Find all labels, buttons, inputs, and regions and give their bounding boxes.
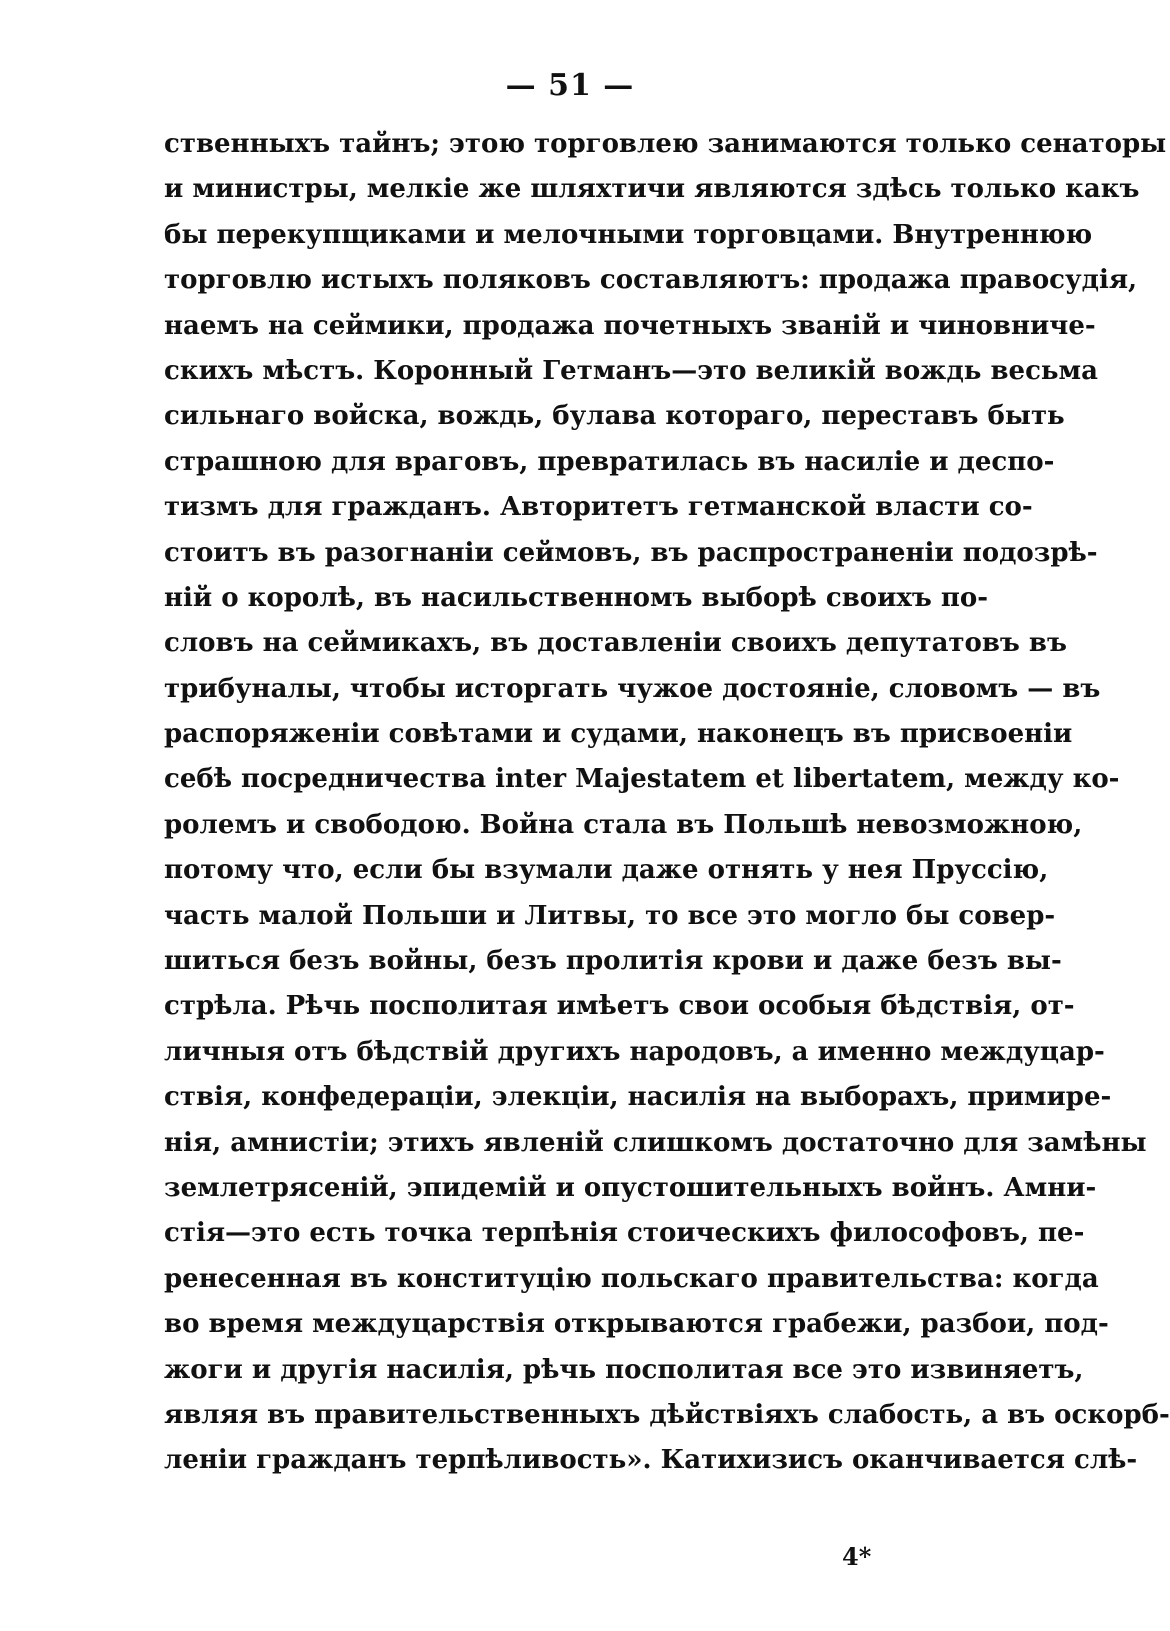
text-line: потому что, если бы взумали даже отнять у нея Пруссію,	[164, 855, 1049, 886]
text-line: личныя отъ бѣдствій другихъ народовъ, а именно междуцар-	[164, 1036, 1105, 1067]
text-line: торговлю истыхъ поляковъ составляютъ: продажа правосудія,	[164, 265, 1138, 296]
text-line: часть малой Польши и Литвы, то все это могло бы совер-	[164, 900, 1056, 931]
text-line: ренесенная въ конституцію польскаго правительства: когда	[164, 1263, 1099, 1294]
text-line: стія—это есть точка терпѣнія стоическихъ философовъ, пе-	[164, 1218, 1085, 1249]
text-line: ролемъ и свободою. Война стала въ Польшѣ невозможною,	[164, 809, 1083, 840]
text-line: жоги и другія насилія, рѣчь посполитая все это извиняетъ,	[164, 1354, 1084, 1385]
text-line: являя въ правительственныхъ дѣйствіяхъ слабость, а въ оскорб-	[164, 1399, 1170, 1430]
body-text	[164, 122, 1170, 1484]
page-number: — 51 —	[505, 68, 635, 103]
text-line: сильнаго войска, вождь, булава котораго, переставъ быть	[164, 401, 1065, 432]
text-line: шиться безъ войны, безъ пролитія крови и даже безъ вы-	[164, 946, 1062, 977]
text-line: ній о королѣ, въ насильственномъ выборѣ своихъ по-	[164, 582, 989, 613]
text-line: трибуналы, чтобы исторгать чужое достояніе, словомъ — въ	[164, 673, 1101, 704]
text-line: себѣ посредничества inter Majestatem et libertatem, между ко-	[164, 764, 1120, 795]
text-line: нія, амнистіи; этихъ явленій слишкомъ достаточно для замѣны	[164, 1127, 1147, 1158]
text-line: распоряженіи совѣтами и судами, наконецъ въ присвоеніи	[164, 719, 1073, 750]
text-line: землетрясеній, эпидемій и опустошительныхъ войнъ. Амни-	[164, 1172, 1097, 1203]
text-line: бы перекупщиками и мелочными торговцами. Внутреннюю	[164, 219, 1093, 250]
text-line: стоитъ въ разогнаніи сеймовъ, въ распространеніи подозрѣ-	[164, 537, 1098, 568]
text-line: ствія, конфедераціи, элекціи, насилія на выборахъ, примире-	[164, 1082, 1112, 1113]
text-line: страшною для враговъ, превратилась въ насиліе и деспо-	[164, 446, 1055, 477]
text-line: наемъ на сеймики, продажа почетныхъ званій и чиновниче-	[164, 310, 1096, 341]
text-line: ственныхъ тайнъ; этою торговлею занимаются только сенаторы	[164, 129, 1167, 159]
text-line: во время междуцарствія открываются грабежи, разбои, под-	[164, 1309, 1109, 1340]
signature-mark: 4*	[842, 1542, 872, 1571]
text-line: словъ на сеймикахъ, въ доставленіи своихъ депутатовъ въ	[164, 628, 1067, 659]
text-line: леніи гражданъ терпѣливость». Катихизисъ оканчивается слѣ-	[164, 1445, 1138, 1476]
text-line: тизмъ для гражданъ. Авторитетъ гетманской власти со-	[164, 492, 1033, 523]
text-line: стрѣла. Рѣчь посполитая имѣетъ свои особыя бѣдствія, от-	[164, 991, 1075, 1022]
text-line: и министры, мелкіе же шляхтичи являются здѣсь только какъ	[164, 174, 1140, 205]
text-line: скихъ мѣстъ. Коронный Гетманъ—это великій вождь весьма	[164, 355, 1098, 386]
